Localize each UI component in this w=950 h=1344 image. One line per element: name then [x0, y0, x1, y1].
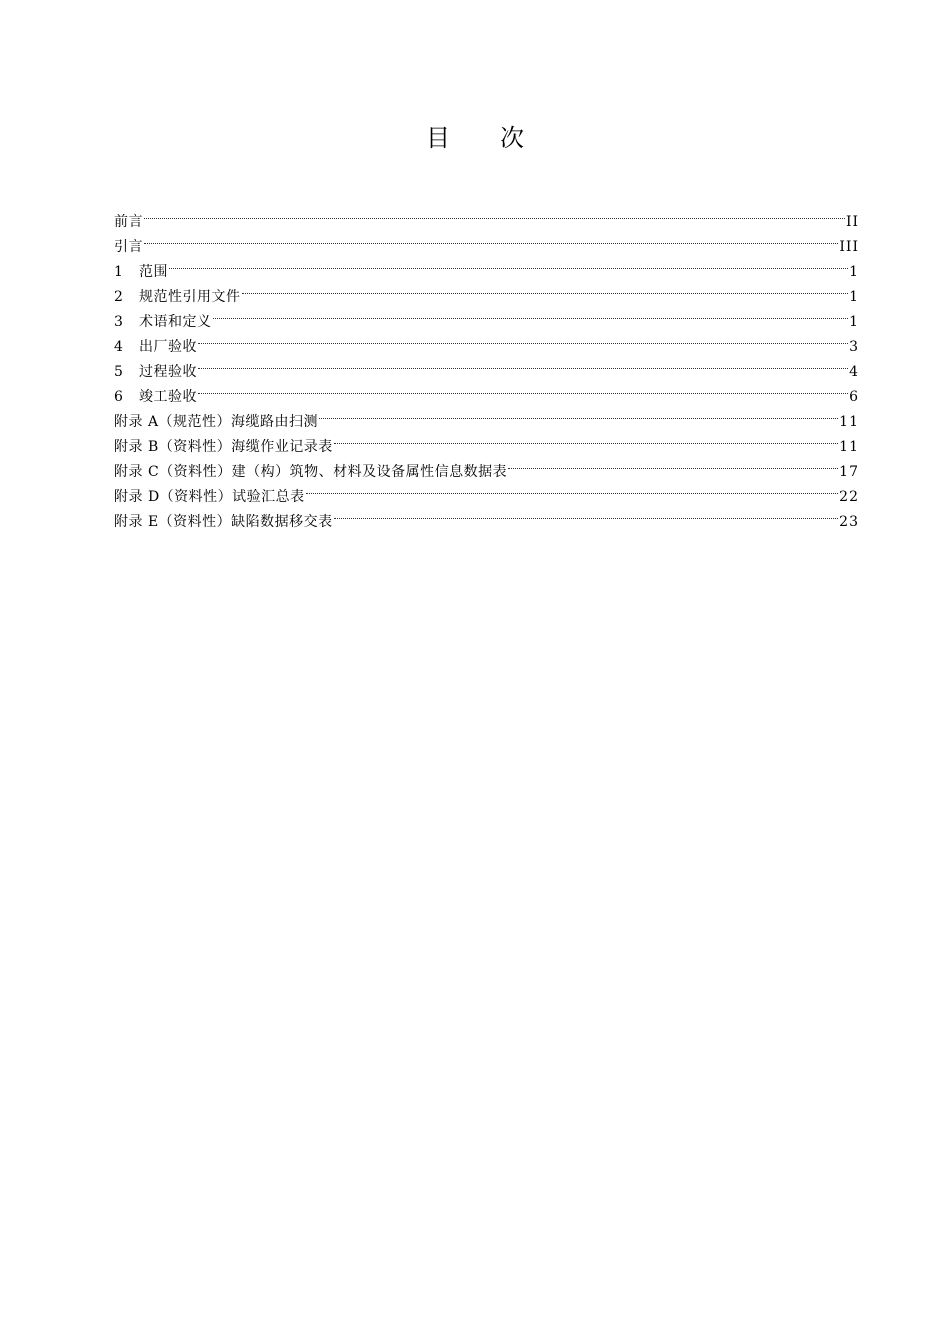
toc-entry-page: 17 [839, 464, 859, 480]
toc-leader-dots [198, 351, 848, 376]
toc-entry-label: 规范性引用文件 [139, 289, 241, 305]
toc-entry-page: 1 [849, 314, 859, 330]
toc-entry-page: 23 [839, 514, 859, 530]
toc-entry-page: 3 [849, 339, 859, 355]
toc-entry-number: 1 [114, 264, 123, 280]
toc-entry-label: 竣工验收 [139, 389, 197, 405]
table-of-contents [114, 201, 859, 530]
toc-entry-label: 过程验收 [139, 364, 197, 380]
toc-leader-dots [334, 501, 839, 526]
toc-entry-label: 附录 C（资料性）建（构）筑物、材料及设备属性信息数据表 [114, 464, 508, 480]
toc-entry-number: 6 [114, 389, 123, 405]
toc-entry-page: III [839, 239, 859, 255]
toc-entry-number: 4 [114, 339, 123, 355]
toc-leader-dots [169, 251, 848, 276]
toc-leader-dots [319, 401, 838, 426]
toc-entry-label: 前言 [114, 214, 143, 230]
toc-entry-process-acceptance[interactable] [114, 351, 859, 380]
toc-entry-normative-references[interactable] [114, 276, 859, 305]
toc-entry-foreword[interactable] [114, 201, 859, 230]
toc-entry-page: II [845, 214, 859, 230]
toc-leader-dots [306, 476, 838, 501]
toc-entry-label: 范围 [139, 264, 168, 280]
toc-leader-dots [198, 326, 848, 351]
toc-entry-completion-acceptance[interactable] [114, 376, 859, 405]
toc-entry-page: 4 [849, 364, 859, 380]
toc-entry-introduction[interactable] [114, 226, 859, 255]
toc-entry-page: 11 [839, 414, 859, 430]
toc-entry-number: 2 [114, 289, 123, 305]
toc-entry-page: 22 [839, 489, 859, 505]
toc-entry-page: 1 [849, 289, 859, 305]
page-title [0, 120, 950, 156]
toc-entry-page: 11 [839, 439, 859, 455]
toc-entry-label: 附录 A（规范性）海缆路由扫测 [114, 414, 319, 430]
toc-leader-dots [144, 201, 845, 226]
toc-entry-label: 附录 B（资料性）海缆作业记录表 [114, 439, 333, 455]
toc-leader-dots [198, 376, 848, 401]
toc-leader-dots [144, 226, 838, 251]
toc-entry-terms-definitions[interactable] [114, 301, 859, 330]
toc-entry-label: 术语和定义 [139, 314, 212, 330]
toc-entry-number: 5 [114, 364, 123, 380]
toc-leader-dots [334, 426, 838, 451]
title-char: 目 [426, 124, 450, 152]
toc-leader-dots [508, 451, 838, 476]
toc-entry-label: 引言 [114, 239, 143, 255]
toc-leader-dots [242, 276, 849, 301]
title-char: 次 [500, 124, 524, 152]
toc-leader-dots [213, 301, 849, 326]
toc-entry-scope[interactable] [114, 251, 859, 280]
toc-entry-label: 附录 E（资料性）缺陷数据移交表 [114, 514, 333, 530]
toc-entry-page: 6 [849, 389, 859, 405]
toc-entry-appendix-a[interactable] [114, 401, 859, 430]
toc-entry-label: 附录 D（资料性）试验汇总表 [114, 489, 305, 505]
toc-entry-number: 3 [114, 314, 123, 330]
toc-entry-factory-acceptance[interactable] [114, 326, 859, 355]
toc-entry-label: 出厂验收 [139, 339, 197, 355]
toc-entry-page: 1 [849, 264, 859, 280]
